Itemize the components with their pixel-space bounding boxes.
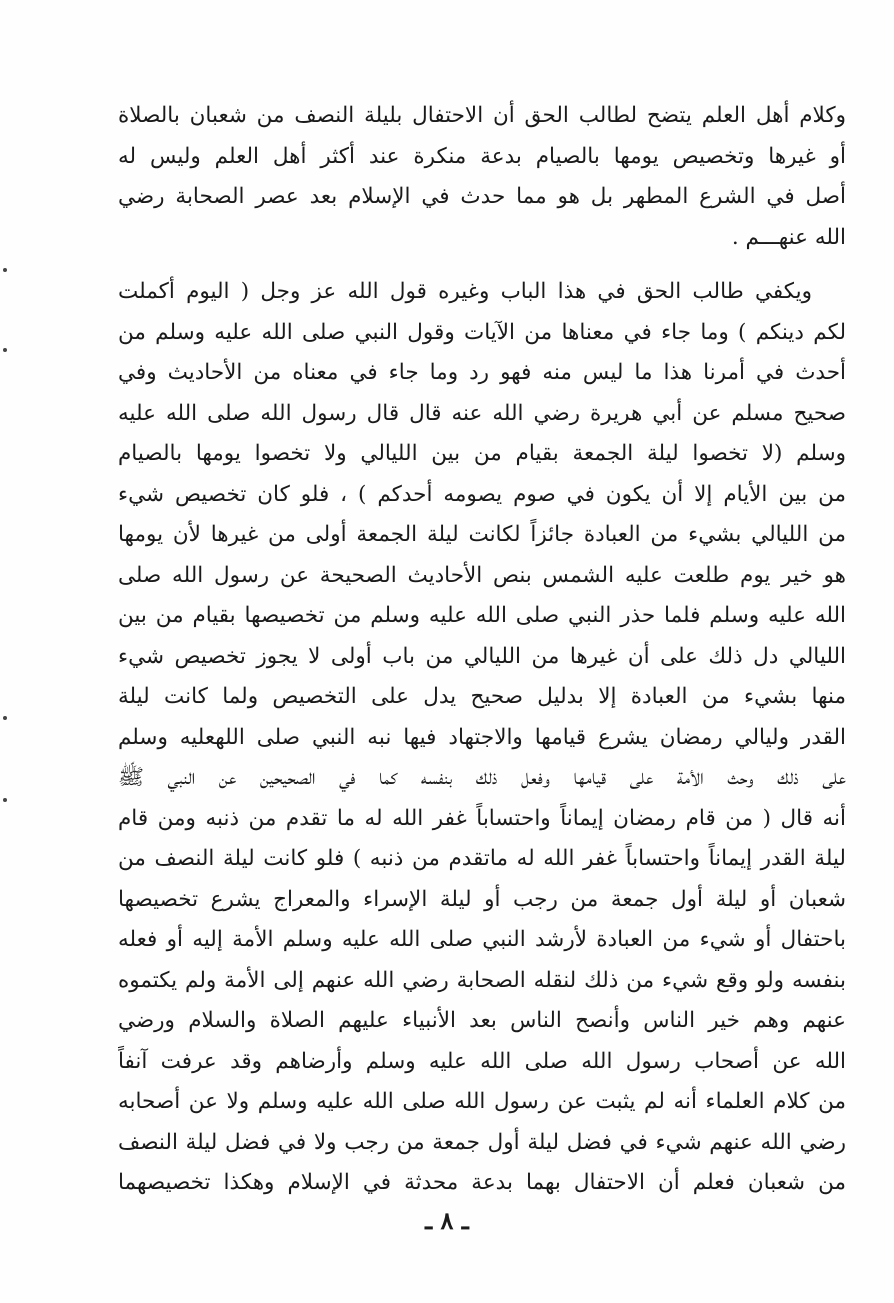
text-line: وكلام أهل العلم يتضح لطالب الحق أن الاحتفال بليلة النصف من شعبان بالصلاة <box>118 103 846 128</box>
text-line: أنه قال ( من قام رمضان إيماناً واحتساباً غفر الله له ما تقدم من ذنبه ومن قام <box>118 805 846 831</box>
text-line: الله عن أصحاب رسول الله صلى الله عليه وسلم وأرضاهم وقد عرفت آنفاً <box>118 1048 846 1074</box>
scan-speck <box>3 348 7 352</box>
paragraph-gap <box>118 258 846 272</box>
text-line: القدر وليالي رمضان يشرع قيامها والاجتهاد فيها نبه النبي صلى اللهعليه وسلم <box>118 724 846 750</box>
text-line: شعبان أو ليلة أول جمعة من رجب أو ليلة الإسراء والمعراج يشرع تخصيصها <box>118 886 846 912</box>
text-line: أحدث في أمرنا هذا ما ليس منه فهو رد وما جاء في معناه من الأحاديث وفي <box>118 360 846 385</box>
text-line: عنهم وهم خير الناس وأنصح الناس بعد الأنبياء عليهم الصلاة والسلام ورضي <box>118 1008 846 1033</box>
text-line: هو خير يوم طلعت عليه الشمس بنص الأحاديث الصحيحة عن رسول الله صلى <box>118 562 846 588</box>
scan-speck <box>3 716 7 720</box>
text-line: ليلة القدر إيماناً واحتساباً غفر الله له ماتقدم من ذنبه ) فلو كانت ليلة النصف من <box>118 846 846 871</box>
text-line: الله عليه وسلم فلما حذر النبي صلى الله عليه وسلم من تخصيصها بقيام من بين <box>118 603 846 628</box>
text-line: رضي الله عنهم شيء في فضل ليلة أول جمعة من رجب ولا في فضل ليلة النصف <box>118 1129 846 1155</box>
text-line: من بين الأيام إلا أن يكون في صوم يصومه أحدكم ) ، فلو كان تخصيص شيء <box>118 481 846 507</box>
text-line: أصل في الشرع المطهر بل هو مما حدث في الإسلام بعد عصر الصحابة رضي <box>118 184 846 209</box>
scan-speck <box>3 798 7 802</box>
text-line: بنفسه ولو وقع شيء من ذلك لنقله الصحابة رضي الله عنهم إلى الأمة ولم يكتموه <box>118 967 846 993</box>
page-number: ـ ٨ ـ <box>425 1206 469 1235</box>
text-line: من كلام العلماء أنه لم يثبت عن رسول الله صلى الله عليه وسلم ولا عن أصحابه <box>118 1089 846 1114</box>
text-line: الله عنهـــم . <box>731 224 846 250</box>
text-line: صحيح مسلم عن أبي هريرة رضي الله عنه قال قال رسول الله صلى الله عليه <box>118 400 846 426</box>
text-line: الليالي دل ذلك على أن غيرها من الليالي من باب أولى لا يجوز تخصيص شيء <box>118 643 846 669</box>
text-line: منها بشيء من العبادة إلا بدليل صحيح يدل على التخصيص ولما كانت ليلة <box>118 684 846 709</box>
paragraph-1 <box>118 96 846 258</box>
text-line: وسلم (لا تخصوا ليلة الجمعة بقيام من بين الليالي ولا تخصوا يومها بالصيام <box>118 441 846 466</box>
body-text <box>118 96 846 1204</box>
text-line: أو غيرها وتخصيص يومها بالصيام بدعة منكرة عند أكثر أهل العلم وليس له <box>118 143 846 169</box>
paragraph-2 <box>118 272 846 1204</box>
text-line: لكم دينكم ) وما جاء في معناها من الآيات وقول النبي صلى الله عليه وسلم من <box>118 319 846 345</box>
scan-speck <box>3 268 7 272</box>
text-line: من الليالي بشيء من العبادة جائزاً لكانت ليلة الجمعة أولى من غيرها لأن يومها <box>118 522 846 547</box>
text-line: باحتفال أو شيء من العبادة لأرشد النبي صلى الله عليه وسلم الأمة إليه أو فعله <box>118 927 846 952</box>
text-line: ويكفي طالب الحق في هذا الباب وغيره قول الله عز وجل ( اليوم أكملت <box>118 279 812 304</box>
text-line: على ذلك وحث الأمة على قيامها وفعل ذلك بنفسه كما في الصحيحين عن النبي ﷺ <box>118 765 846 790</box>
text-line: من شعبان فعلم أن الاحتفال بهما بدعة محدثة في الإسلام وهكذا تخصيصهما <box>118 1170 846 1195</box>
